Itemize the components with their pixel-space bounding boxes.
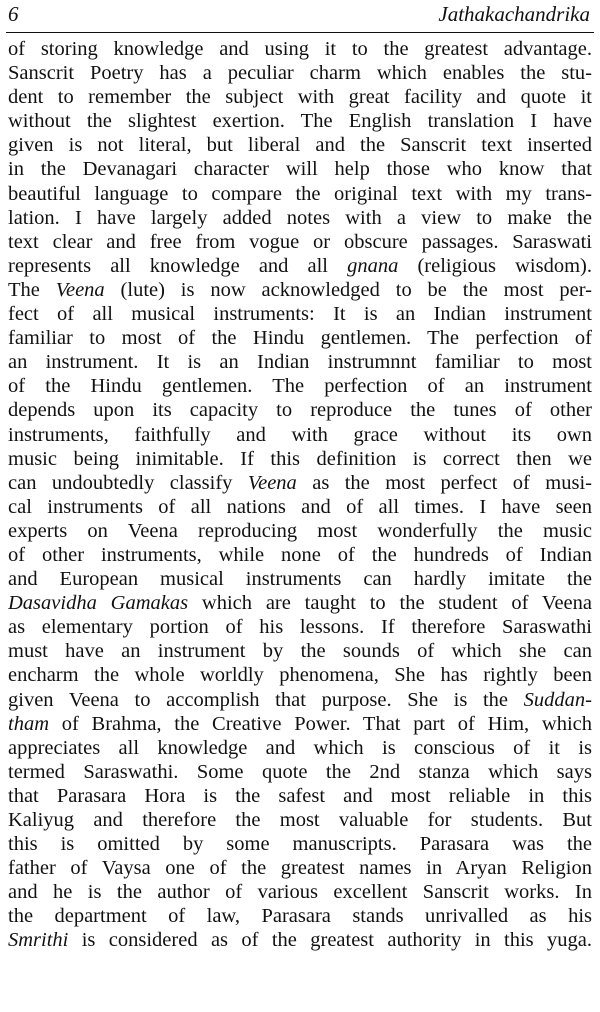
text-line <box>8 398 592 422</box>
text-run: experts on Veena reproducing most wonderfully the music <box>8 519 592 542</box>
text-run: familiar to most of the Hindu gentlemen. The perfection of <box>8 327 592 350</box>
text-run: given Veena to accomplish that purpose. She is the <box>8 688 524 711</box>
text-run: of storing knowledge and using it to the greatest advantage. <box>8 38 592 60</box>
text-run: the department of law, Parasara stands unrivalled as his <box>8 905 592 928</box>
book-page <box>6 0 594 1012</box>
text-run: must have an instrument by the sounds of which she can <box>8 640 592 663</box>
text-run: as elementary portion of his lessons. If therefore Saraswathi <box>8 616 592 639</box>
text-line <box>8 519 592 543</box>
text-line <box>8 206 592 230</box>
text-run: music being inimitable. If this definition is correct then we <box>8 447 592 470</box>
text-run: without the slightest exertion. The English translation I have <box>8 110 592 133</box>
text-line <box>8 615 592 639</box>
text-run: of Brahma, the Creative Power. That part of Him, which <box>49 712 592 735</box>
text-run: text clear and free from vogue or obscure passages. Saraswati <box>8 230 592 253</box>
text-line <box>8 471 592 495</box>
text-run: dent to remember the subject with great facility and quote it <box>8 86 592 109</box>
italic-term: Veena <box>247 471 297 494</box>
italic-term: tham <box>8 712 49 735</box>
text-run: and he is the author of various excellent Sanscrit works. In <box>8 881 592 904</box>
text-line <box>8 663 592 687</box>
text-line <box>8 856 592 880</box>
text-line <box>8 133 592 157</box>
text-line <box>8 639 592 663</box>
text-run: is considered as of the greatest authority in this yuga. <box>68 929 592 952</box>
text-run: and European musical instruments can hardly imitate the <box>8 568 592 591</box>
text-line <box>8 736 592 760</box>
text-line <box>8 423 592 447</box>
text-run: instruments, faithfully and with grace without its own <box>8 423 592 446</box>
italic-term: gnana <box>347 254 399 277</box>
text-run: The <box>8 278 56 301</box>
text-line <box>8 157 592 181</box>
page-number: 6 <box>8 2 19 26</box>
text-line <box>8 832 592 856</box>
text-line <box>8 688 592 712</box>
text-line <box>8 326 592 350</box>
text-run: that Parasara Hora is the safest and most reliable in this <box>8 784 592 807</box>
text-run: this is omitted by some manuscripts. Parasara was the <box>8 833 592 856</box>
text-line <box>8 447 592 471</box>
text-line <box>8 374 592 398</box>
text-run: appreciates all knowledge and which is conscious of it is <box>8 736 592 759</box>
text-line <box>8 302 592 326</box>
text-run: an instrument. It is an Indian instrumnnt familiar to most <box>8 351 592 374</box>
text-run: cal instruments of all nations and of all times. I have seen <box>8 495 592 518</box>
text-line <box>8 254 592 278</box>
text-line <box>8 182 592 206</box>
italic-term: Dasavidha Gamakas <box>8 592 189 615</box>
text-line <box>8 230 592 254</box>
text-line <box>8 37 592 61</box>
text-run: beautiful language to compare the original text with my trans- <box>8 182 592 205</box>
text-line <box>8 543 592 567</box>
text-run: represents all knowledge and all <box>8 254 348 277</box>
text-line <box>8 567 592 591</box>
text-run: depends upon its capacity to reproduce the tunes of other <box>8 399 592 422</box>
running-title: Jathakachandrika <box>438 2 590 26</box>
text-run: of other instruments, while none of the hundreds of Indian <box>8 543 592 566</box>
text-run: as the most perfect of musi- <box>296 471 592 494</box>
text-line <box>8 109 592 133</box>
text-run: can undoubtedly classify <box>8 471 248 494</box>
italic-term: Smrithi <box>8 929 69 952</box>
text-run: fect of all musical instruments: It is an Indian instrument <box>8 303 592 326</box>
text-line <box>8 495 592 519</box>
text-run: in the Devanagari character will help those who know that <box>8 158 592 181</box>
text-line <box>8 760 592 784</box>
text-line <box>8 350 592 374</box>
text-line <box>8 904 592 928</box>
text-run: of the Hindu gentlemen. The perfection of an instrument <box>8 375 592 398</box>
page-header <box>6 0 594 33</box>
text-run: encharm the whole worldly phenomena, She has rightly been <box>8 664 592 687</box>
text-run: which are taught to the student of Veena <box>188 592 592 615</box>
text-line <box>8 591 592 615</box>
text-run: father of Vaysa one of the greatest names in Aryan Religion <box>8 857 592 880</box>
text-line <box>8 278 592 302</box>
text-run: termed Saraswathi. Some quote the 2nd stanza which says <box>8 760 592 783</box>
text-line <box>8 85 592 109</box>
text-run: given is not literal, but liberal and the Sanscrit text inserted <box>8 134 592 157</box>
text-line <box>8 808 592 832</box>
text-run: (religious wisdom). <box>398 254 592 277</box>
text-run: (lute) is now acknowledged to be the most per- <box>104 278 592 301</box>
text-line <box>8 784 592 808</box>
body-paragraph <box>6 37 594 953</box>
text-line <box>8 880 592 904</box>
text-run: Kaliyug and therefore the most valuable for students. But <box>8 809 592 831</box>
text-line <box>8 928 592 952</box>
italic-term: Veena <box>55 278 105 301</box>
text-line <box>8 712 592 736</box>
italic-term: Suddan- <box>523 688 592 711</box>
text-line <box>8 61 592 85</box>
text-run: lation. I have largely added notes with a view to make the <box>8 206 592 229</box>
text-run: Sanscrit Poetry has a peculiar charm which enables the stu- <box>8 62 592 85</box>
